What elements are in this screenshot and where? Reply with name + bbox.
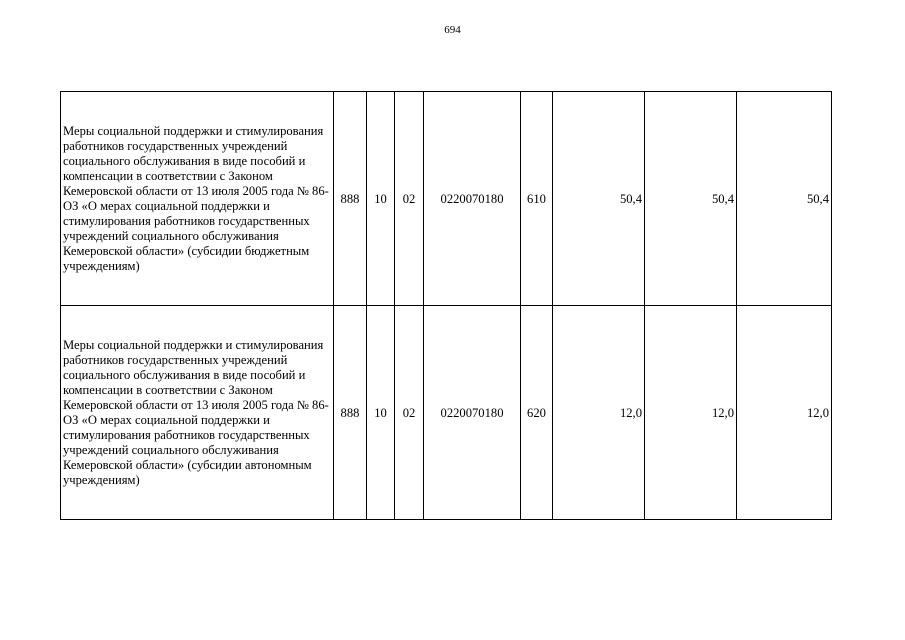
amount-year-1: 50,4 (553, 92, 645, 306)
target-article-code: 0220070180 (424, 92, 521, 306)
budget-table (60, 91, 832, 520)
amount-year-3: 50,4 (737, 92, 832, 306)
amount-year-2: 50,4 (645, 92, 737, 306)
expense-type-code: 610 (521, 92, 553, 306)
expense-type-code: 620 (521, 306, 553, 520)
subsection-code: 02 (395, 306, 424, 520)
section-code: 10 (367, 306, 395, 520)
section-code: 10 (367, 92, 395, 306)
target-article-code: 0220070180 (424, 306, 521, 520)
page-number: 694 (444, 24, 461, 36)
amount-year-2: 12,0 (645, 306, 737, 520)
amount-year-1: 12,0 (553, 306, 645, 520)
subsection-code: 02 (395, 92, 424, 306)
ministry-code: 888 (334, 306, 367, 520)
amount-year-3: 12,0 (737, 306, 832, 520)
ministry-code: 888 (334, 92, 367, 306)
row-description: Меры социальной поддержки и стимулирования работников государственных учреждений социального обслуживания в виде пособий и компенсации в соответствии с Законом Кемеровской области от 13 июля 2005 года № 86-ОЗ «О мерах социальной поддержки и стимулирования работников государственных учреждений социального обслуживания Кемеровской области» (субсидии автономным учреждениям) (61, 306, 334, 520)
table-row (61, 306, 832, 520)
row-description: Меры социальной поддержки и стимулирования работников государственных учреждений социального обслуживания в виде пособий и компенсации в соответствии с Законом Кемеровской области от 13 июля 2005 года № 86-ОЗ «О мерах социальной поддержки и стимулирования работников государственных учреждений социального обслуживания Кемеровской области» (субсидии бюджетным учреждениям) (61, 92, 334, 306)
table-row (61, 92, 832, 306)
